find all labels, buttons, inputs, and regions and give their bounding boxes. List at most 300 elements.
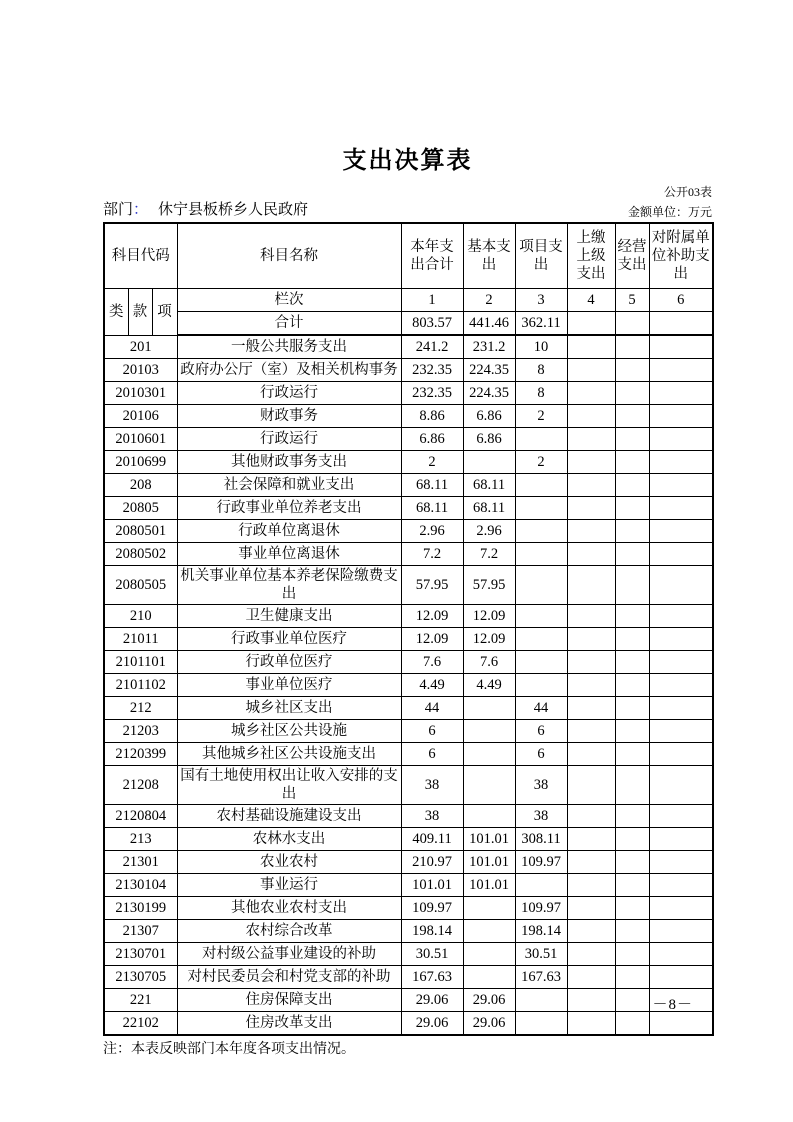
- row-value: 30.51: [515, 943, 567, 966]
- row-subject-name: 行政事业单位养老支出: [177, 497, 401, 520]
- row-value: 7.6: [463, 651, 515, 674]
- row-value: 101.01: [401, 874, 463, 897]
- total-value: [567, 312, 615, 336]
- row-value: [615, 405, 649, 428]
- table-row: [104, 989, 713, 1012]
- header-section: 款: [128, 289, 152, 336]
- row-value: [649, 451, 713, 474]
- header-row-1: [104, 223, 713, 289]
- row-value: [615, 874, 649, 897]
- row-value: 308.11: [515, 828, 567, 851]
- row-subject-name: 农村基础设施建设支出: [177, 805, 401, 828]
- row-subject-name: 城乡社区支出: [177, 697, 401, 720]
- row-value: [649, 428, 713, 451]
- row-value: [649, 382, 713, 405]
- row-value: [567, 651, 615, 674]
- row-value: [615, 851, 649, 874]
- row-subject-code: 2101101: [104, 651, 177, 674]
- row-value: 6.86: [463, 428, 515, 451]
- row-value: [567, 966, 615, 989]
- row-subject-name: 行政单位医疗: [177, 651, 401, 674]
- row-subject-name: 机关事业单位基本养老保险缴费支出: [177, 566, 401, 605]
- row-value: [649, 920, 713, 943]
- table-row: [104, 828, 713, 851]
- row-value: [649, 805, 713, 828]
- row-value: 6: [401, 743, 463, 766]
- row-value: [515, 497, 567, 520]
- row-subject-code: 2120804: [104, 805, 177, 828]
- row-value: 38: [515, 766, 567, 805]
- row-value: [615, 743, 649, 766]
- row-value: [567, 428, 615, 451]
- dept-label: 部门: [103, 202, 134, 218]
- table-row: [104, 697, 713, 720]
- row-value: [463, 720, 515, 743]
- col-num: 4: [567, 289, 615, 312]
- row-subject-code: 212: [104, 697, 177, 720]
- row-value: 210.97: [401, 851, 463, 874]
- row-subject-name: 国有土地使用权出让收入安排的支出: [177, 766, 401, 805]
- row-value: 7.2: [401, 543, 463, 566]
- row-value: [567, 520, 615, 543]
- row-value: [649, 966, 713, 989]
- row-value: 224.35: [463, 359, 515, 382]
- table-row: [104, 520, 713, 543]
- row-value: [567, 851, 615, 874]
- header-subsidy-expenditure: 对附属单位补助支出: [649, 223, 713, 289]
- row-value: [615, 566, 649, 605]
- table-row: [104, 674, 713, 697]
- row-value: [615, 335, 649, 359]
- row-subject-name: 对村级公益事业建设的补助: [177, 943, 401, 966]
- row-subject-name: 农林水支出: [177, 828, 401, 851]
- row-value: 109.97: [515, 897, 567, 920]
- row-value: [649, 766, 713, 805]
- row-value: [463, 943, 515, 966]
- table-row: [104, 628, 713, 651]
- row-subject-name: 其他农业农村支出: [177, 897, 401, 920]
- row-value: [649, 520, 713, 543]
- row-value: [615, 382, 649, 405]
- table-row: [104, 920, 713, 943]
- row-value: [567, 943, 615, 966]
- row-value: [515, 474, 567, 497]
- row-value: 4.49: [401, 674, 463, 697]
- row-value: [463, 920, 515, 943]
- row-value: 68.11: [463, 474, 515, 497]
- row-value: 8.86: [401, 405, 463, 428]
- row-value: [463, 743, 515, 766]
- row-value: [649, 851, 713, 874]
- row-subject-code: 20106: [104, 405, 177, 428]
- row-value: 109.97: [515, 851, 567, 874]
- row-value: [649, 720, 713, 743]
- row-subject-code: 21307: [104, 920, 177, 943]
- row-value: [649, 359, 713, 382]
- row-value: 101.01: [463, 874, 515, 897]
- row-value: [515, 1012, 567, 1036]
- row-subject-name: 行政事业单位医疗: [177, 628, 401, 651]
- row-subject-name: 一般公共服务支出: [177, 335, 401, 359]
- row-value: [615, 920, 649, 943]
- row-subject-name: 对村民委员会和村党支部的补助: [177, 966, 401, 989]
- col-num: 5: [615, 289, 649, 312]
- row-value: 68.11: [401, 474, 463, 497]
- row-value: [649, 405, 713, 428]
- row-subject-code: 2010699: [104, 451, 177, 474]
- row-subject-code: 21208: [104, 766, 177, 805]
- row-value: [515, 543, 567, 566]
- row-value: 29.06: [463, 989, 515, 1012]
- row-value: [615, 828, 649, 851]
- row-value: [515, 628, 567, 651]
- row-value: [567, 897, 615, 920]
- row-value: 68.11: [463, 497, 515, 520]
- table-row: [104, 943, 713, 966]
- table-row: [104, 743, 713, 766]
- row-value: [649, 497, 713, 520]
- row-subject-code: 20103: [104, 359, 177, 382]
- row-value: 232.35: [401, 359, 463, 382]
- row-value: [649, 651, 713, 674]
- row-subject-name: 其他城乡社区公共设施支出: [177, 743, 401, 766]
- row-value: 10: [515, 335, 567, 359]
- row-value: [649, 628, 713, 651]
- row-subject-name: 行政单位离退休: [177, 520, 401, 543]
- table-row: [104, 874, 713, 897]
- row-value: [615, 451, 649, 474]
- dept-colon: ：: [133, 202, 149, 218]
- row-value: [649, 674, 713, 697]
- total-value: 441.46: [463, 312, 515, 336]
- row-subject-code: 221: [104, 989, 177, 1012]
- row-value: 167.63: [515, 966, 567, 989]
- row-subject-code: 2130104: [104, 874, 177, 897]
- col-num: 1: [401, 289, 463, 312]
- row-value: 29.06: [401, 989, 463, 1012]
- page-title: 支出决算表: [342, 147, 473, 174]
- row-value: 12.09: [401, 605, 463, 628]
- row-value: 224.35: [463, 382, 515, 405]
- row-subject-name: 事业运行: [177, 874, 401, 897]
- row-value: 2.96: [401, 520, 463, 543]
- row-value: [615, 1012, 649, 1036]
- row-value: [463, 697, 515, 720]
- row-value: [615, 805, 649, 828]
- row-value: [515, 674, 567, 697]
- row-value: [567, 451, 615, 474]
- total-value: [615, 312, 649, 336]
- table-row: [104, 1012, 713, 1036]
- row-value: 12.09: [463, 605, 515, 628]
- table-row: [104, 851, 713, 874]
- row-subject-code: 2120399: [104, 743, 177, 766]
- row-value: 101.01: [463, 851, 515, 874]
- row-value: 38: [401, 805, 463, 828]
- row-value: 2: [401, 451, 463, 474]
- row-value: [515, 605, 567, 628]
- total-value: 803.57: [401, 312, 463, 336]
- row-value: [515, 651, 567, 674]
- row-value: [649, 697, 713, 720]
- row-value: [567, 566, 615, 605]
- row-value: 57.95: [401, 566, 463, 605]
- row-value: 198.14: [401, 920, 463, 943]
- row-subject-code: 208: [104, 474, 177, 497]
- table-row: [104, 405, 713, 428]
- row-value: [567, 766, 615, 805]
- row-value: [567, 920, 615, 943]
- row-value: [567, 674, 615, 697]
- row-value: 241.2: [401, 335, 463, 359]
- row-subject-code: 2080502: [104, 543, 177, 566]
- row-subject-name: 事业单位离退休: [177, 543, 401, 566]
- row-value: [649, 335, 713, 359]
- row-subject-name: 卫生健康支出: [177, 605, 401, 628]
- row-value: [615, 474, 649, 497]
- page-number: －8－: [652, 997, 693, 1013]
- row-value: [463, 805, 515, 828]
- table-row: [104, 805, 713, 828]
- row-subject-name: 社会保障和就业支出: [177, 474, 401, 497]
- row-value: [567, 605, 615, 628]
- row-value: [567, 335, 615, 359]
- row-value: 109.97: [401, 897, 463, 920]
- row-value: 38: [401, 766, 463, 805]
- row-value: [615, 628, 649, 651]
- row-value: 409.11: [401, 828, 463, 851]
- row-value: [567, 405, 615, 428]
- row-subject-code: 21301: [104, 851, 177, 874]
- row-subject-code: 2080501: [104, 520, 177, 543]
- row-value: [615, 520, 649, 543]
- row-subject-code: 2080505: [104, 566, 177, 605]
- row-value: [463, 897, 515, 920]
- row-value: [615, 428, 649, 451]
- row-value: [615, 989, 649, 1012]
- row-value: [567, 720, 615, 743]
- note-line: 注：本表反映部门本年度各项支出情况。: [103, 1042, 355, 1057]
- total-row: [104, 312, 713, 336]
- row-value: 8: [515, 359, 567, 382]
- row-value: 30.51: [401, 943, 463, 966]
- row-value: [515, 874, 567, 897]
- row-subject-code: 2010601: [104, 428, 177, 451]
- header-subject-name: 科目名称: [177, 223, 401, 289]
- row-value: [567, 828, 615, 851]
- table-row: [104, 720, 713, 743]
- row-value: 7.6: [401, 651, 463, 674]
- row-value: [649, 743, 713, 766]
- row-value: 44: [515, 697, 567, 720]
- row-value: [567, 697, 615, 720]
- row-subject-code: 21203: [104, 720, 177, 743]
- row-value: 12.09: [401, 628, 463, 651]
- row-value: 198.14: [515, 920, 567, 943]
- col-num: 2: [463, 289, 515, 312]
- row-value: 8: [515, 382, 567, 405]
- row-value: [649, 543, 713, 566]
- row-value: [615, 697, 649, 720]
- row-value: [567, 743, 615, 766]
- col-num: 3: [515, 289, 567, 312]
- row-value: [515, 989, 567, 1012]
- row-value: [615, 966, 649, 989]
- header-item: 项: [152, 289, 177, 336]
- table-row: [104, 543, 713, 566]
- row-value: [567, 543, 615, 566]
- table-row: [104, 605, 713, 628]
- row-value: 44: [401, 697, 463, 720]
- department-line: [103, 201, 308, 220]
- header-upturned-expenditure: 上缴上级支出: [567, 223, 615, 289]
- row-subject-code: 22102: [104, 1012, 177, 1036]
- expenditure-table: [103, 222, 714, 1036]
- row-subject-name: 农村综合改革: [177, 920, 401, 943]
- table-row: [104, 359, 713, 382]
- unit-label: 金额单位：万元: [627, 205, 712, 219]
- row-value: [615, 359, 649, 382]
- row-value: 232.35: [401, 382, 463, 405]
- row-subject-name: 农业农村: [177, 851, 401, 874]
- row-value: [649, 605, 713, 628]
- total-value: [649, 312, 713, 336]
- table-body: [104, 335, 713, 1035]
- row-value: [567, 497, 615, 520]
- header-basic-expenditure: 基本支出: [463, 223, 515, 289]
- row-value: [615, 897, 649, 920]
- row-value: 12.09: [463, 628, 515, 651]
- col-num: 6: [649, 289, 713, 312]
- row-value: [463, 451, 515, 474]
- row-value: 4.49: [463, 674, 515, 697]
- table-row: [104, 651, 713, 674]
- row-value: [567, 628, 615, 651]
- row-value: 6.86: [463, 405, 515, 428]
- row-value: [649, 474, 713, 497]
- table-row: [104, 382, 713, 405]
- table-row: [104, 335, 713, 359]
- row-subject-name: 行政运行: [177, 382, 401, 405]
- row-value: [567, 989, 615, 1012]
- row-subject-code: 21011: [104, 628, 177, 651]
- row-subject-name: 政府办公厅（室）及相关机构事务: [177, 359, 401, 382]
- row-value: 167.63: [401, 966, 463, 989]
- table-row: [104, 566, 713, 605]
- row-subject-name: 行政运行: [177, 428, 401, 451]
- row-value: [615, 651, 649, 674]
- total-label: 合计: [177, 312, 401, 336]
- row-value: [567, 359, 615, 382]
- header-column-index-label: 栏次: [177, 289, 401, 312]
- row-value: 68.11: [401, 497, 463, 520]
- table-row: [104, 497, 713, 520]
- row-subject-name: 事业单位医疗: [177, 674, 401, 697]
- table-row: [104, 966, 713, 989]
- row-value: 57.95: [463, 566, 515, 605]
- row-subject-code: 20805: [104, 497, 177, 520]
- total-value: 362.11: [515, 312, 567, 336]
- header-class: 类: [104, 289, 128, 336]
- row-value: 101.01: [463, 828, 515, 851]
- row-value: [615, 943, 649, 966]
- table-row: [104, 897, 713, 920]
- row-value: [567, 382, 615, 405]
- row-value: [649, 943, 713, 966]
- row-value: [615, 497, 649, 520]
- row-value: [515, 428, 567, 451]
- table-row: [104, 428, 713, 451]
- row-value: 2: [515, 451, 567, 474]
- row-value: [515, 520, 567, 543]
- row-value: [649, 874, 713, 897]
- row-value: 38: [515, 805, 567, 828]
- row-value: [567, 874, 615, 897]
- row-value: 6.86: [401, 428, 463, 451]
- row-subject-name: 住房改革支出: [177, 1012, 401, 1036]
- header-project-expenditure: 项目支出: [515, 223, 567, 289]
- row-value: [649, 566, 713, 605]
- row-value: 29.06: [401, 1012, 463, 1036]
- header-operating-expenditure: 经营支出: [615, 223, 649, 289]
- table-code-label: 公开03表: [663, 185, 712, 199]
- header-subject-code: 科目代码: [104, 223, 177, 289]
- row-value: [515, 566, 567, 605]
- row-value: [463, 766, 515, 805]
- table-row: [104, 766, 713, 805]
- row-value: [615, 674, 649, 697]
- row-value: [567, 474, 615, 497]
- row-subject-code: 201: [104, 335, 177, 359]
- row-value: [615, 543, 649, 566]
- row-value: 2: [515, 405, 567, 428]
- row-value: [463, 966, 515, 989]
- row-value: 7.2: [463, 543, 515, 566]
- meta-row: [103, 201, 712, 220]
- row-subject-code: 2130705: [104, 966, 177, 989]
- row-value: 6: [515, 720, 567, 743]
- row-subject-code: 2101102: [104, 674, 177, 697]
- header-total-expenditure: 本年支出合计: [401, 223, 463, 289]
- row-subject-code: 2010301: [104, 382, 177, 405]
- row-value: [615, 605, 649, 628]
- row-subject-name: 其他财政事务支出: [177, 451, 401, 474]
- row-value: [615, 720, 649, 743]
- row-value: 2.96: [463, 520, 515, 543]
- row-value: 29.06: [463, 1012, 515, 1036]
- row-subject-code: 2130701: [104, 943, 177, 966]
- row-subject-code: 210: [104, 605, 177, 628]
- dept-name: 休宁县板桥乡人民政府: [158, 202, 309, 218]
- row-subject-name: 财政事务: [177, 405, 401, 428]
- row-value: [649, 828, 713, 851]
- table-row: [104, 451, 713, 474]
- row-value: [649, 897, 713, 920]
- header-row-2: [104, 289, 713, 312]
- row-value: [567, 1012, 615, 1036]
- row-value: 6: [401, 720, 463, 743]
- row-value: [615, 766, 649, 805]
- row-value: 231.2: [463, 335, 515, 359]
- row-subject-name: 城乡社区公共设施: [177, 720, 401, 743]
- row-subject-name: 住房保障支出: [177, 989, 401, 1012]
- table-row: [104, 474, 713, 497]
- row-value: 6: [515, 743, 567, 766]
- row-subject-code: 213: [104, 828, 177, 851]
- row-value: [567, 805, 615, 828]
- row-subject-code: 2130199: [104, 897, 177, 920]
- row-value: [649, 1012, 713, 1036]
